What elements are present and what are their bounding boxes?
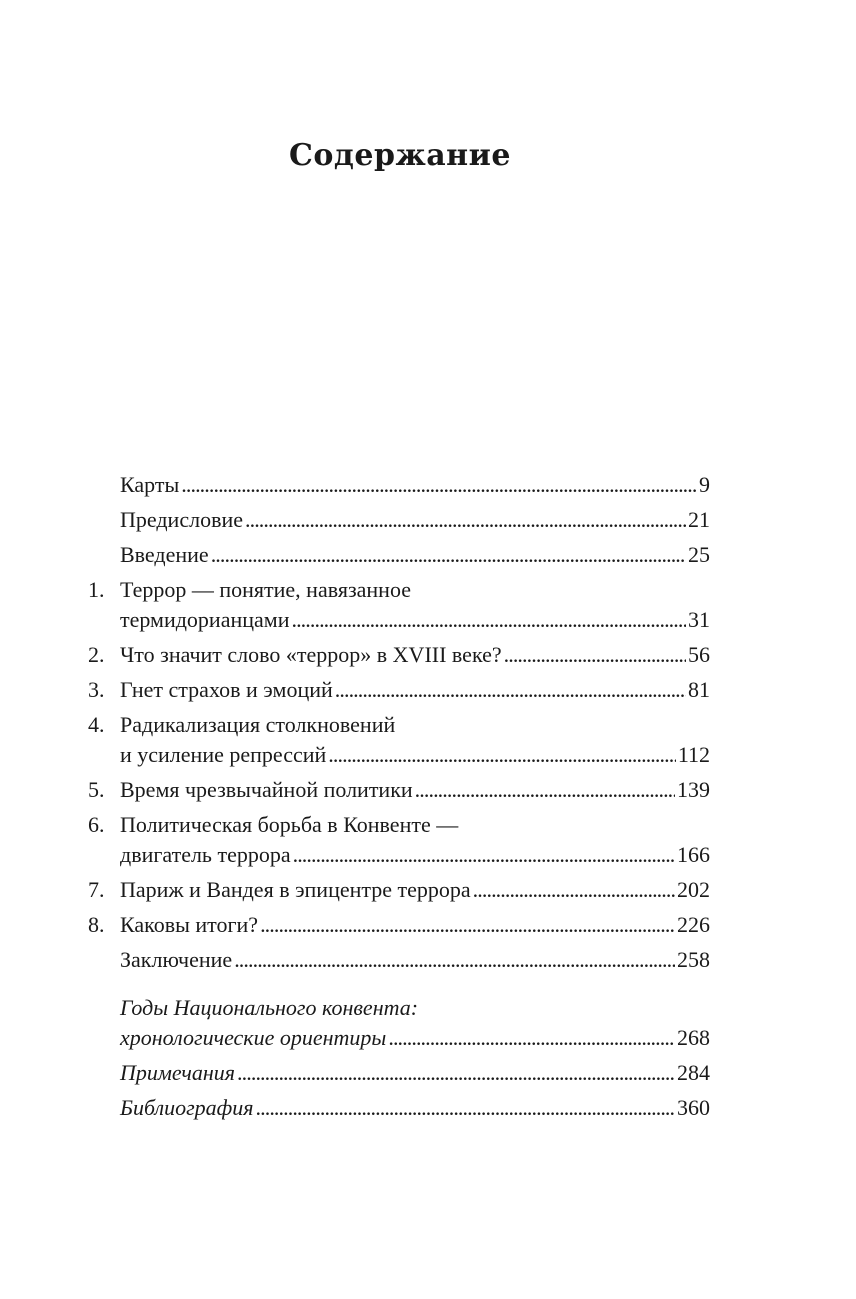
toc-entry[interactable]: [88, 1093, 710, 1123]
dot-leader: [211, 540, 686, 570]
chapter-number: 6.: [88, 812, 105, 837]
page-title: Содержание: [289, 138, 511, 173]
toc-entry[interactable]: [88, 1058, 710, 1088]
page-number: 81: [688, 677, 710, 702]
dot-leader: [328, 740, 676, 770]
page-number: 284: [677, 1060, 710, 1085]
entry-title: Гнет страхов и эмоций: [120, 677, 333, 702]
dot-leader: [504, 640, 686, 670]
page-number: 56: [688, 642, 710, 667]
page-number: 258: [677, 947, 710, 972]
dot-leader: [335, 675, 686, 705]
dot-leader: [256, 1093, 675, 1123]
dot-leader: [415, 775, 675, 805]
entry-title: Что значит слово «террор» в XVIII веке?: [120, 642, 502, 667]
page-number: 112: [677, 742, 710, 767]
chapter-number: 4.: [88, 712, 105, 737]
page-number: 139: [677, 777, 710, 802]
chapter-number: [88, 505, 120, 535]
entry-title: Время чрезвычайной политики: [120, 777, 413, 802]
page-number: 25: [688, 542, 710, 567]
chapter-number: 1.: [88, 577, 105, 602]
toc-entry[interactable]: [88, 505, 710, 535]
entry-title: и усиление репрессий: [120, 742, 327, 767]
page-number: 226: [677, 912, 710, 937]
entry-title-line: Политическая борьба в Конвенте —: [120, 812, 459, 837]
entry-title: Карты: [120, 472, 180, 497]
page-number: 202: [677, 877, 710, 902]
toc-entry[interactable]: [88, 675, 710, 705]
entry-title-line: Террор — понятие, навязанное: [120, 577, 411, 602]
toc-entry[interactable]: [88, 945, 710, 975]
entry-title: Париж и Вандея в эпицентре террора: [120, 877, 471, 902]
chapter-number: 8.: [88, 912, 105, 937]
chapter-number: 5.: [88, 777, 105, 802]
page-number: 21: [688, 507, 710, 532]
dot-leader: [245, 505, 686, 535]
page-number: 31: [688, 607, 710, 632]
chapter-number: [88, 945, 120, 975]
dot-leader: [237, 1058, 675, 1088]
dot-leader: [234, 945, 675, 975]
page-number: 166: [677, 842, 710, 867]
dot-leader: [291, 605, 686, 635]
dot-leader: [181, 470, 697, 500]
chapter-number: 2.: [88, 642, 105, 667]
entry-title-line: Радикализация столкновений: [120, 712, 396, 737]
chapter-number: 3.: [88, 677, 105, 702]
chapter-number: 7.: [88, 877, 105, 902]
entry-title-line: Годы Национального конвента:: [120, 995, 419, 1020]
entry-title: двигатель террора: [120, 842, 291, 867]
entry-title: Библиография: [120, 1095, 254, 1120]
page-number: 268: [677, 1025, 710, 1050]
entry-title: Введение: [120, 542, 209, 567]
dot-leader: [473, 875, 675, 905]
page-number: 9: [699, 472, 710, 497]
entry-title: термидорианцами: [120, 607, 290, 632]
entry-title: Примечания: [120, 1060, 236, 1085]
chapter-number: [88, 540, 120, 570]
toc-entry[interactable]: [88, 710, 710, 770]
toc-entry[interactable]: [88, 993, 710, 1053]
entry-title: Заключение: [120, 947, 233, 972]
page-number: 360: [677, 1095, 710, 1120]
toc-entry[interactable]: [88, 775, 710, 805]
chapter-number: [88, 993, 120, 1053]
entry-title: Предисловие: [120, 507, 243, 532]
dot-leader: [260, 910, 675, 940]
toc-entry[interactable]: [88, 910, 710, 940]
toc-entry[interactable]: [88, 540, 710, 570]
chapter-number: [88, 1093, 120, 1123]
dot-leader: [293, 840, 675, 870]
table-of-contents: [88, 470, 710, 1128]
toc-entry[interactable]: [88, 470, 710, 500]
toc-entry[interactable]: [88, 875, 710, 905]
toc-entry[interactable]: [88, 575, 710, 635]
chapter-number: [88, 470, 120, 500]
entry-title: Каковы итоги?: [120, 912, 259, 937]
toc-entry[interactable]: [88, 810, 710, 870]
chapter-number: [88, 1058, 120, 1088]
dot-leader: [388, 1023, 675, 1053]
toc-entry[interactable]: [88, 640, 710, 670]
entry-title: хронологические ориентиры: [120, 1025, 387, 1050]
